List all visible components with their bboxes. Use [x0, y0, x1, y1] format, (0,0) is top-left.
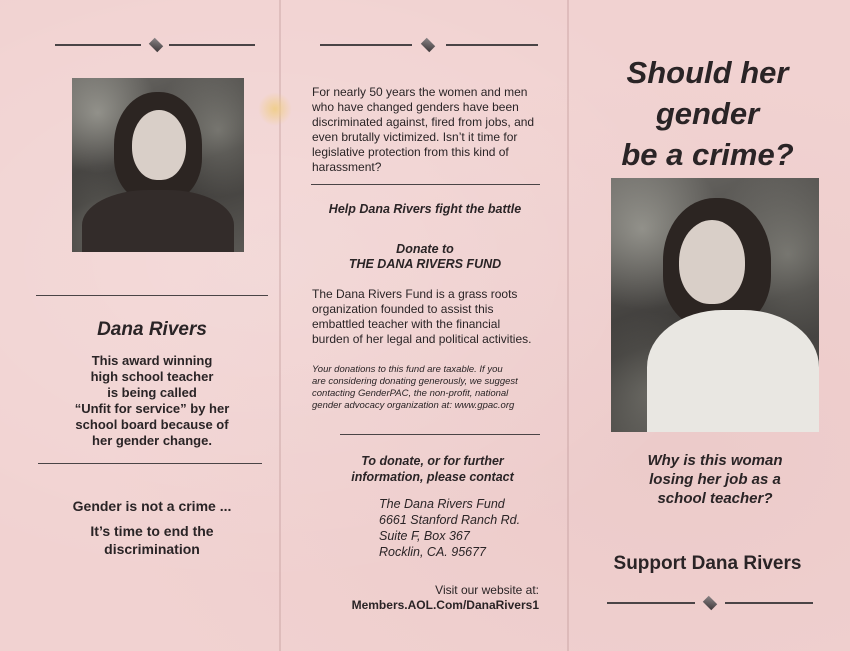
- website-label: Visit our website at:: [435, 583, 539, 597]
- donate-heading: Donate to THE DANA RIVERS FUND: [348, 242, 502, 271]
- ornament-divider: [607, 596, 813, 610]
- fund-description: The Dana Rivers Fund is a grass roots organization founded to assist this embattled teacher with the financial burden of her legal and political activities.: [312, 287, 532, 346]
- section-rule: [38, 463, 262, 464]
- portrait-photo-dana: [72, 78, 244, 252]
- help-heading: Help Dana Rivers fight the battle: [328, 202, 522, 216]
- support-heading: Support Dana Rivers: [613, 553, 802, 574]
- headline: Should her gender be a crime?: [621, 55, 794, 172]
- fold-line-right: [567, 0, 569, 651]
- tax-note: Your donations to this fund are taxable. If you are considering donating generously, we suggest contacting GenderPAC, the non-profit, national gender advocacy organization at: www.gpac.org: [312, 364, 518, 411]
- bio-text: This award winning high school teacher is being called “Unfit for service” by her school board because of her gender change.: [74, 353, 230, 448]
- featured-photo-dana: [611, 178, 819, 432]
- ornament-divider: [55, 38, 255, 52]
- slogan-end-discrimination: It’s time to end the discrimination: [90, 523, 214, 557]
- website-link[interactable]: Members.AOL.Com/DanaRivers1: [351, 598, 539, 612]
- ornament-divider: [320, 38, 538, 52]
- mailing-address: The Dana Rivers Fund 6661 Stanford Ranch Rd. Suite F, Box 367 Rocklin, CA. 95677: [379, 497, 521, 559]
- section-rule: [36, 295, 268, 296]
- paper-stain: [258, 92, 292, 126]
- subject-name: Dana Rivers: [97, 319, 207, 340]
- intro-paragraph: For nearly 50 years the women and men who have changed genders have been discriminated against, fired from jobs, and even brutally victimized. Isn’t it time for legislative protection from this kind of harassment?: [312, 85, 535, 174]
- slogan-gender-not-crime: Gender is not a crime ...: [72, 498, 232, 514]
- section-rule: [340, 434, 540, 435]
- question-text: Why is this woman losing her job as a school teacher?: [647, 452, 783, 507]
- section-rule: [311, 184, 540, 185]
- contact-heading: To donate, or for further information, please contact: [351, 454, 514, 484]
